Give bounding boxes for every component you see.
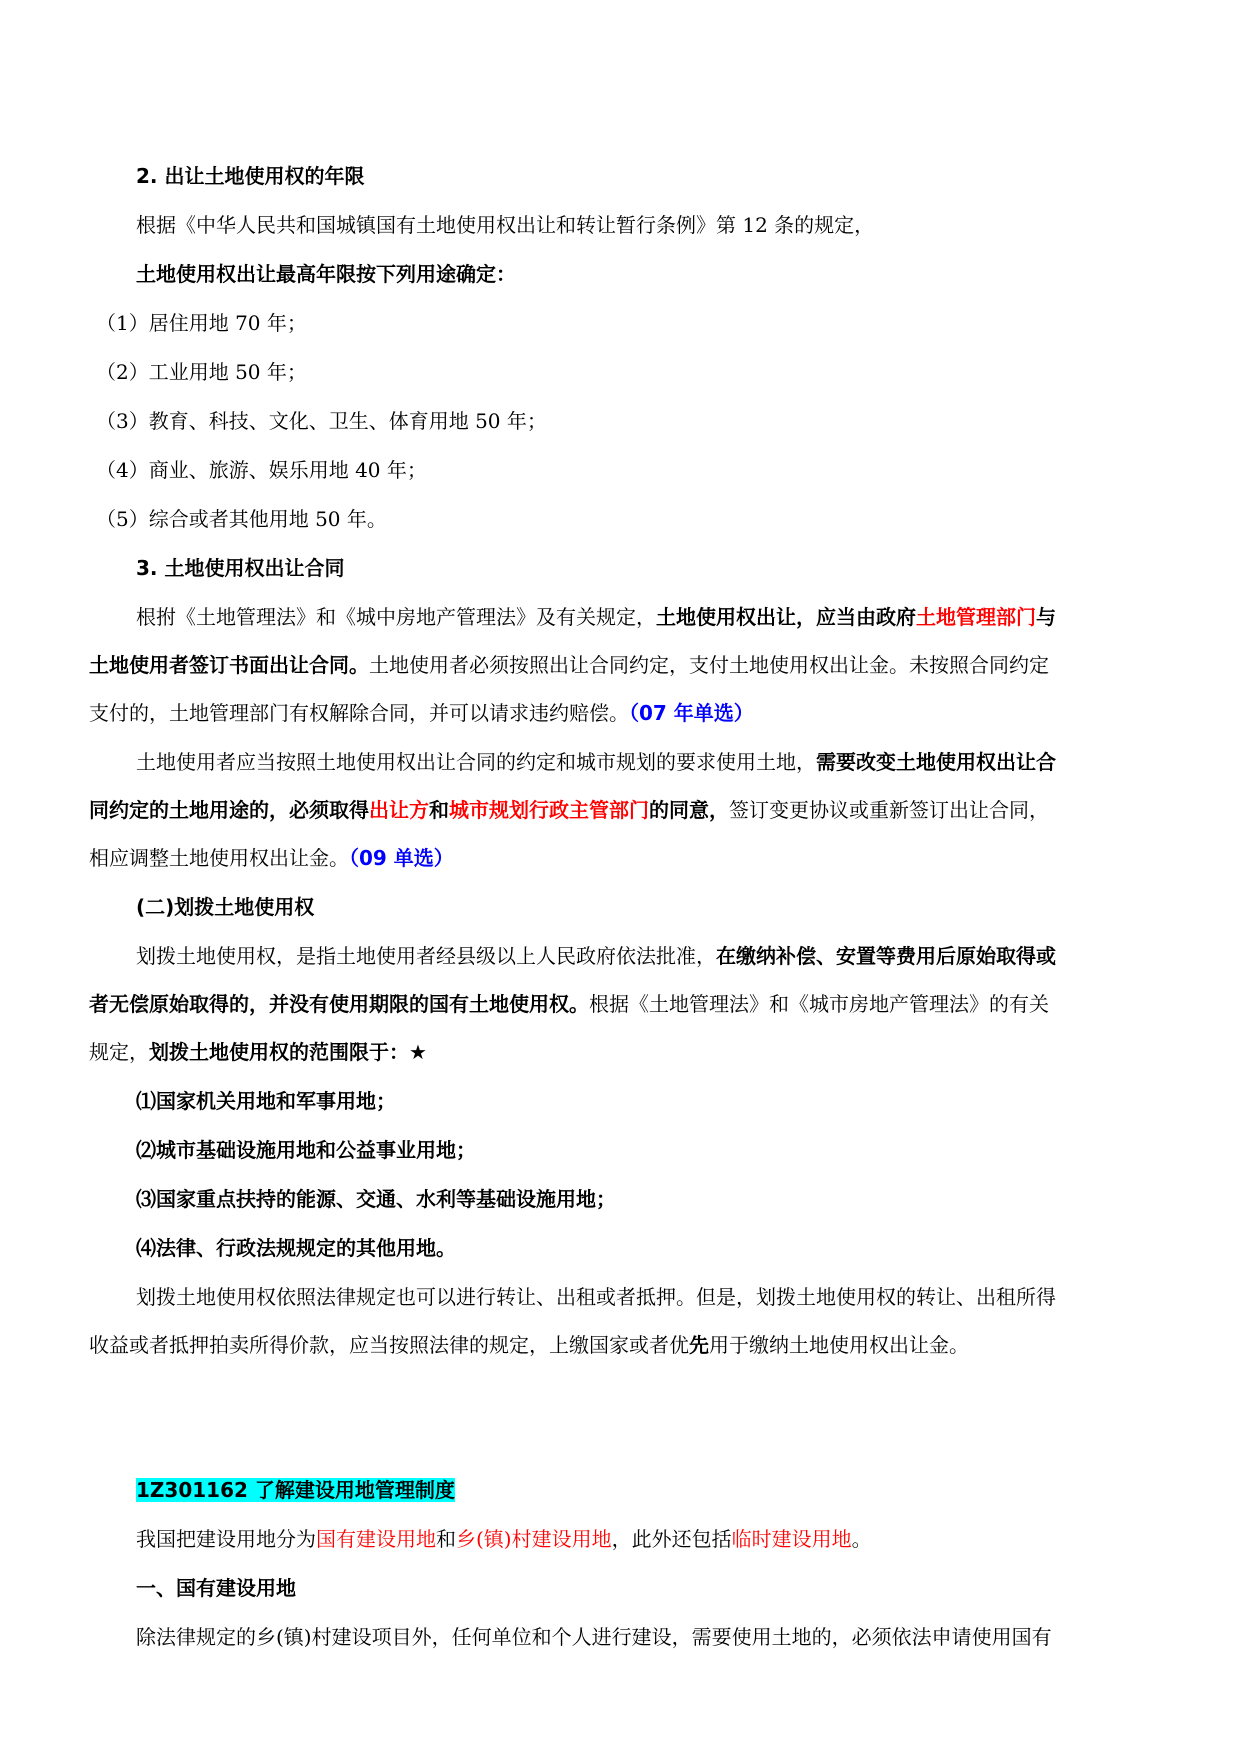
highlighted-heading: 1Z301162 了解建设用地管理制度 <box>136 1478 455 1502</box>
text-span: 根据《土地管理法》和《城市房地产管理法》的有关 <box>589 992 1049 1016</box>
paragraph-transfer-line-2 <box>89 1331 1189 1359</box>
text-span: 支付的，土地管理部门有权解除合同，并可以请求违约赔偿。 <box>89 701 629 725</box>
red-span: 乡(镇)村建设用地 <box>456 1527 612 1551</box>
list-item-industrial: （2）工业用地 50 年； <box>96 360 307 384</box>
heading-2-term-limits: 2. 出让土地使用权的年限 <box>136 164 365 188</box>
list-item-key-infrastructure: ⑶国家重点扶持的能源、交通、水利等基础设施用地； <box>136 1187 616 1211</box>
text-span: 划拨土地使用权，是指土地使用者经县级以上人民政府依法批准， <box>136 944 716 968</box>
paragraph-regulation-basis: 根据《中华人民共和国城镇国有土地使用权出让和转让暂行条例》第 12 条的规定， <box>136 213 875 237</box>
text-span: 土地使用者应当按照土地使用权出让合同的约定和城市规划的要求使用土地， <box>136 750 816 774</box>
bold-span: 土地使用权出让，应当由政府 <box>656 605 916 629</box>
heading-allocated-land: (二)划拨土地使用权 <box>136 895 315 919</box>
text-span: 签订变更协议或重新签订出让合同， <box>729 798 1049 822</box>
paragraph-allocation-line-2 <box>89 990 1189 1018</box>
paragraph-transfer-line-1: 划拨土地使用权依照法律规定也可以进行转让、出租或者抵押。但是，划拨土地使用权的转让、出租所得 <box>136 1285 1056 1309</box>
bold-span: 和 <box>429 798 449 822</box>
list-item-other-legal: ⑷法律、行政法规规定的其他用地。 <box>136 1236 456 1260</box>
heading-3-contract: 3. 土地使用权出让合同 <box>136 556 345 580</box>
bold-span: 需要改变土地使用权出让合 <box>816 750 1056 774</box>
paragraph-change-use-line-2 <box>89 796 1189 824</box>
exam-note-07: （07 年单选） <box>629 701 754 725</box>
red-span: 国有建设用地 <box>316 1527 436 1551</box>
list-item-mixed: （5）综合或者其他用地 50 年。 <box>96 507 387 531</box>
paragraph-land-categories <box>136 1525 1236 1553</box>
paragraph-contract-line-3 <box>89 699 1189 727</box>
red-bold-span: 土地管理部门 <box>916 605 1036 629</box>
text-span: 我国把建设用地分为 <box>136 1527 316 1551</box>
red-span: 临时建设用地 <box>731 1527 852 1551</box>
section-heading-1z301162 <box>136 1476 1236 1504</box>
heading-state-owned-land: 一、国有建设用地 <box>136 1576 296 1600</box>
text-span: 根拊《土地管理法》和《城中房地产管理法》及有关规定， <box>136 605 656 629</box>
text-span: 和 <box>436 1527 456 1551</box>
text-span: 。 <box>851 1527 872 1551</box>
bold-span: 的同意， <box>649 798 729 822</box>
text-span: 相应调整土地使用权出让金。 <box>89 846 349 870</box>
exam-note-09: （09 单选） <box>349 846 454 870</box>
paragraph-contract-line-1 <box>136 603 1189 631</box>
paragraph-change-use-line-1 <box>136 748 1236 776</box>
text-span: ，此外还包括 <box>611 1527 732 1551</box>
bold-span: 与 <box>1036 605 1056 629</box>
paragraph-allocation-line-1 <box>136 942 1236 970</box>
text-span: 用于缴纳土地使用权出让金。 <box>709 1333 969 1357</box>
red-bold-span: 出让方 <box>369 798 429 822</box>
paragraph-contract-line-2 <box>89 651 1189 679</box>
bold-span: 先 <box>689 1333 709 1357</box>
bold-span: 划拨土地使用权的范围限于：★ <box>149 1040 427 1064</box>
text-span: 土地使用者必须按照出让合同约定，支付土地使用权出让金。未按照合同约定 <box>369 653 1049 677</box>
list-item-education: （3）教育、科技、文化、卫生、体育用地 50 年； <box>96 409 547 433</box>
bold-span: 土地使用者签订书面出让合同。 <box>89 653 369 677</box>
bold-span: 同约定的土地用途的，必须取得 <box>89 798 369 822</box>
paragraph-max-term-rule: 土地使用权出让最高年限按下列用途确定： <box>136 262 516 286</box>
bold-span: 者无偿原始取得的，并没有使用期限的国有土地使用权。 <box>89 992 589 1016</box>
red-bold-span: 城市规划行政主管部门 <box>449 798 649 822</box>
paragraph-change-use-line-3 <box>89 844 1189 872</box>
paragraph-state-owned-application: 除法律规定的乡(镇)村建设项目外，任何单位和个人进行建设，需要使用土地的，必须依法申请使用国有 <box>136 1625 1052 1649</box>
paragraph-allocation-line-3 <box>89 1038 1189 1066</box>
bold-span: 在缴纳补偿、安置等费用后原始取得或 <box>716 944 1056 968</box>
list-item-residential: （1）居住用地 70 年； <box>96 311 307 335</box>
text-span: 收益或者抵押拍卖所得价款，应当按照法律的规定，上缴国家或者优 <box>89 1333 689 1357</box>
list-item-state-military: ⑴国家机关用地和军事用地； <box>136 1089 396 1113</box>
text-span: 规定， <box>89 1040 149 1064</box>
list-item-urban-infrastructure: ⑵城市基础设施用地和公益事业用地； <box>136 1138 476 1162</box>
list-item-commercial: （4）商业、旅游、娱乐用地 40 年； <box>96 458 427 482</box>
